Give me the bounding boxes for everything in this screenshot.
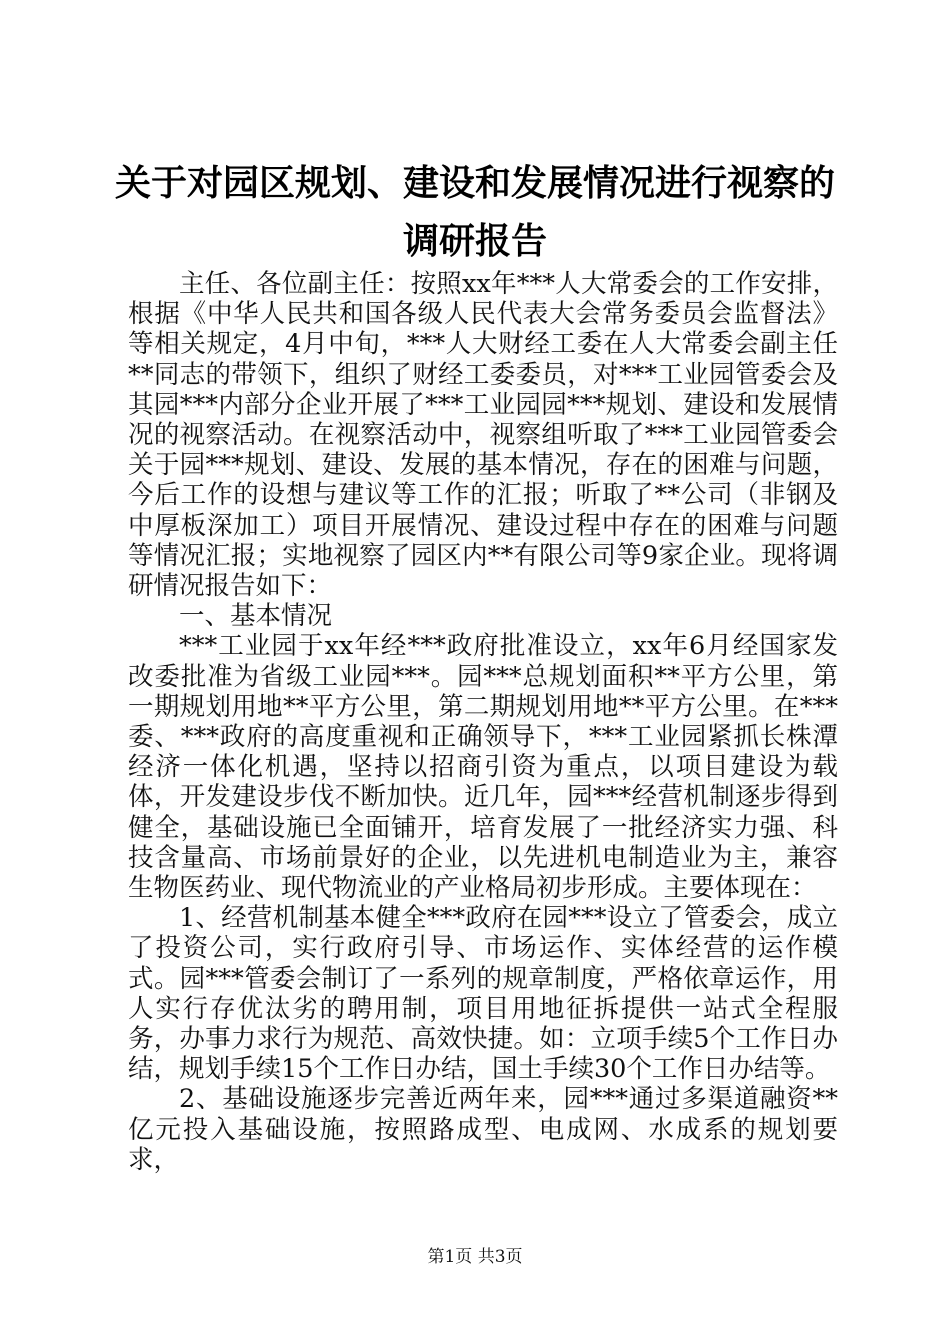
page-footer: 第1页 共3页 [427, 1247, 523, 1267]
paragraph-item-2: 2、基础设施逐步完善近两年来，园***通过多渠道融资**亿元投入基础设施，按照路成型、电成网、水成系的规划要求， [128, 1084, 838, 1175]
paragraph-basic-situation: ***工业园于xx年经***政府批准设立，xx年6月经国家发改委批准为省级工业园***。园***总规划面积**平方公里，第一期规划用地**平方公里，第二期规划用地**平方公里。在***委、***政府的高度重视和正确领导下，***工业园紧抓长株潭经济一体化机遇，坚持以招商引资为重点，以项目建设为载体，开发建设步伐不断加快。近几年，园***经营机制逐步得到健全，基础设施已全面铺开，培育发展了一批经济实力强、科技含量高、市场前景好的企业，以先进机电制造业为主，兼容生物医药业、现代物流业的产业格局初步形成。主要体现在： [128, 631, 838, 904]
document-body [128, 269, 838, 1175]
paragraph-item-1: 1、经营机制基本健全***政府在园***设立了管委会，成立了投资公司，实行政府引导、市场运作、实体经营的运作模式。园***管委会制订了一系列的规章制度，严格依章运作，用人实行存优汰劣的聘用制，项目用地征拆提供一站式全程服务，办事力求行为规范、高效快捷。如：立项手续5个工作日办结，规划手续15个工作日办结，国土手续30个工作日办结等。 [128, 903, 838, 1085]
paragraph-intro: 主任、各位副主任：按照xx年***人大常委会的工作安排，根据《中华人民共和国各级人民代表大会常务委员会监督法》等相关规定，4月中旬，***人大财经工委在人大常委会副主任**同志的带领下，组织了财经工委委员，对***工业园管委会及其园***内部分企业开展了***工业园园***规划、建设和发展情况的视察活动。在视察活动中，视察组听取了***工业园管委会关于园***规划、建设、发展的基本情况，存在的困难与问题，今后工作的设想与建议等工作的汇报；听取了**公司（非钢及中厚板深加工）项目开展情况、建设过程中存在的困难与问题等情况汇报；实地视察了园区内**有限公司等9家企业。现将调研情况报告如下： [128, 269, 838, 602]
document-title-line2: 调研报告 [402, 220, 547, 262]
section-heading-basic: 一、基本情况 [179, 601, 333, 632]
document-title-line1: 关于对园区规划、建设和发展情况进行视察的 [114, 162, 835, 204]
